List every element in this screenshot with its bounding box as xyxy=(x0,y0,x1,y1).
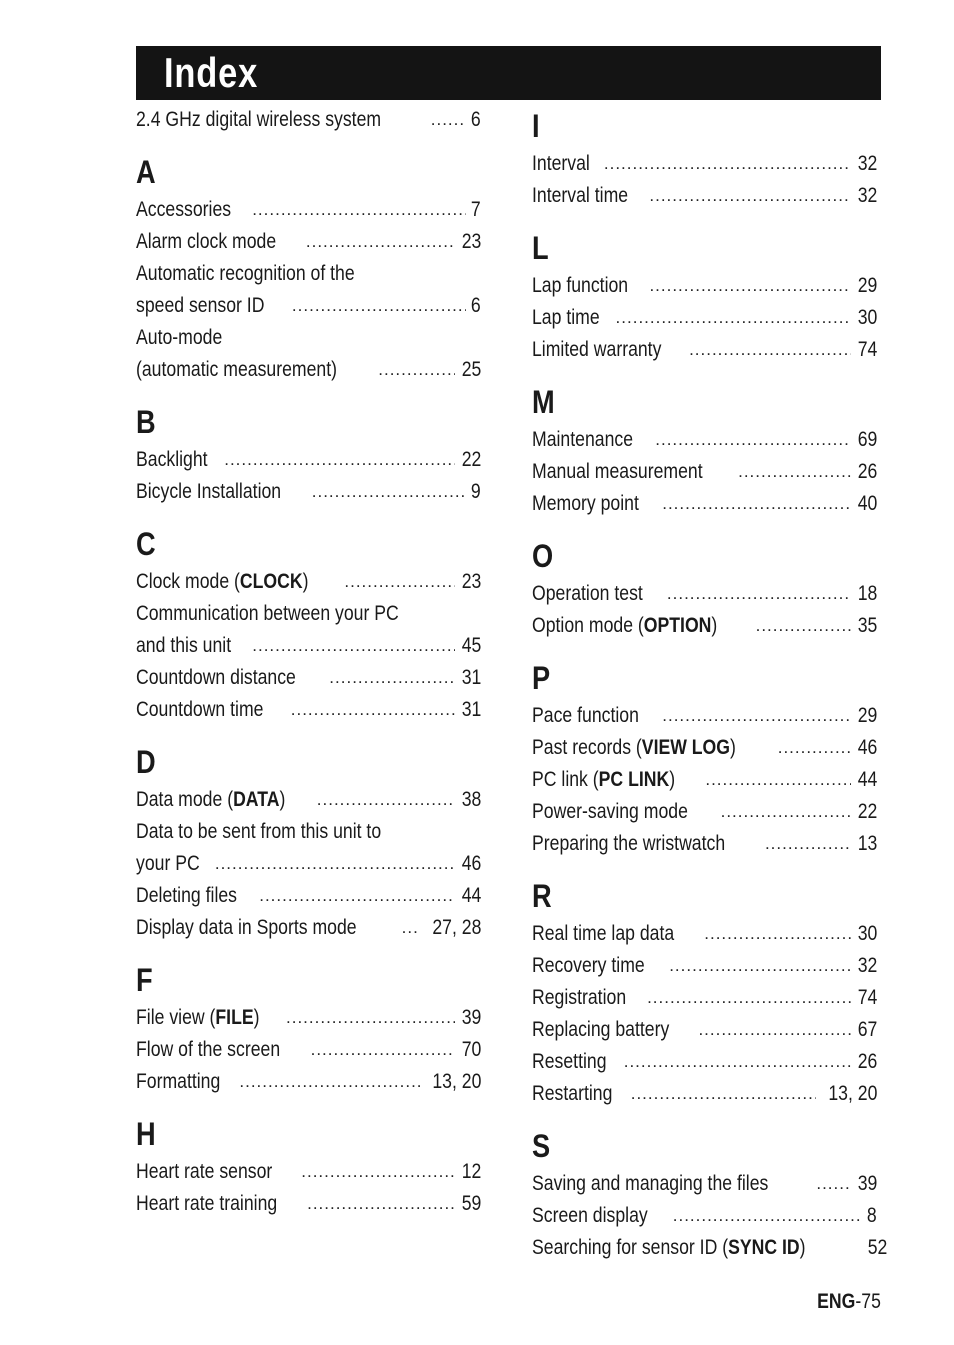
dot-leader xyxy=(704,918,850,950)
entry-label: Resetting xyxy=(532,1050,607,1073)
entry-label: Power-saving mode xyxy=(532,800,688,823)
entry-page: 29 xyxy=(857,704,877,727)
entry-label: Manual measurement xyxy=(532,460,703,483)
dot-leader xyxy=(215,848,455,880)
index-entry xyxy=(532,700,877,732)
section-letter-f: F xyxy=(136,962,153,998)
index-entry xyxy=(532,334,877,366)
index-entry xyxy=(136,226,481,258)
entry-page: 9 xyxy=(471,480,481,503)
entry-label: speed sensor ID xyxy=(136,294,265,317)
dot-leader xyxy=(292,290,466,322)
entry-label: Real time lap data xyxy=(532,922,675,945)
index-entry xyxy=(532,732,877,764)
dot-leader xyxy=(662,488,850,520)
entry-label: Pace function xyxy=(532,704,639,727)
page-number xyxy=(805,1290,881,1314)
dot-leader xyxy=(721,796,851,828)
dot-leader xyxy=(286,1002,455,1034)
index-entry xyxy=(532,828,877,860)
entry-label: Countdown time xyxy=(136,698,264,721)
dot-leader xyxy=(431,104,467,136)
index-entry xyxy=(532,148,877,180)
entry-page: 38 xyxy=(461,788,481,811)
index-entry xyxy=(532,1014,877,1046)
index-entry xyxy=(532,270,877,302)
index-entry xyxy=(532,1232,887,1264)
section-letter-c: C xyxy=(136,526,156,562)
entry-page: 67 xyxy=(857,1018,877,1041)
entry-page: 6 xyxy=(471,108,481,131)
dot-leader xyxy=(631,1078,816,1110)
index-entry xyxy=(136,354,481,386)
entry-label: Formatting xyxy=(136,1070,221,1093)
index-entry xyxy=(136,476,481,508)
dot-leader xyxy=(673,1200,863,1232)
entry-page: 25 xyxy=(461,358,481,381)
entry-page: 22 xyxy=(857,800,877,823)
index-entry xyxy=(136,1002,481,1034)
index-entry xyxy=(532,1168,877,1200)
entry-page: 13, 20 xyxy=(431,1070,481,1093)
dot-leader xyxy=(616,302,851,334)
entry-label: Data mode (DATA) xyxy=(136,788,286,811)
entry-label: Countdown distance xyxy=(136,666,296,689)
index-entry xyxy=(532,764,877,796)
entry-page: 39 xyxy=(461,1006,481,1029)
section-letter-p: P xyxy=(532,660,551,696)
entry-label: Replacing battery xyxy=(532,1018,670,1041)
section-letter-h: H xyxy=(136,1116,156,1152)
index-entry xyxy=(532,578,877,610)
entry-page: 27, 28 xyxy=(431,916,481,939)
index-entry xyxy=(136,1188,481,1220)
entry-page: 46 xyxy=(857,736,877,759)
dot-leader xyxy=(604,148,851,180)
entry-page: 18 xyxy=(857,582,877,605)
entry-label: Display data in Sports mode xyxy=(136,916,357,939)
index-entry xyxy=(532,950,877,982)
section-letter-r: R xyxy=(532,878,552,914)
dot-leader xyxy=(259,880,454,912)
entry-label: Operation test xyxy=(532,582,643,605)
index-entry xyxy=(136,662,481,694)
dot-leader xyxy=(402,912,420,944)
entry-label: Clock mode (CLOCK) xyxy=(136,570,309,593)
dot-leader xyxy=(378,354,454,386)
entry-page: 35 xyxy=(857,614,877,637)
entry-continuation: Data to be sent from this unit to xyxy=(136,820,382,843)
dot-leader xyxy=(307,1188,455,1220)
entry-page: 23 xyxy=(461,230,481,253)
entry-label: and this unit xyxy=(136,634,232,657)
index-entry xyxy=(136,694,481,726)
entry-label: Bicycle Installation xyxy=(136,480,282,503)
index-entry xyxy=(136,848,481,880)
entry-label: (automatic measurement) xyxy=(136,358,337,381)
dot-leader xyxy=(689,334,851,366)
index-entry xyxy=(532,180,877,212)
index-entry xyxy=(532,488,877,520)
dot-leader xyxy=(311,1034,455,1066)
dot-leader xyxy=(647,982,851,1014)
entry-page: 69 xyxy=(857,428,877,451)
footer-page: 75 xyxy=(861,1290,881,1313)
entry-page: 32 xyxy=(857,152,877,175)
index-entry xyxy=(532,424,877,456)
index-entry xyxy=(136,1034,481,1066)
index-entry xyxy=(532,302,877,334)
entry-page: 32 xyxy=(857,184,877,207)
entry-page: 52 xyxy=(867,1236,887,1259)
entry-label: Preparing the wristwatch xyxy=(532,832,726,855)
entry-page: 59 xyxy=(461,1192,481,1215)
entry-label: Maintenance xyxy=(532,428,634,451)
dot-leader xyxy=(705,764,850,796)
entry-label: Saving and managing the files xyxy=(532,1172,769,1195)
section-letter-a: A xyxy=(136,154,156,190)
entry-page: 22 xyxy=(461,448,481,471)
dot-leader xyxy=(655,424,850,456)
section-letter-l: L xyxy=(532,230,549,266)
entry-page: 13, 20 xyxy=(827,1082,877,1105)
entry-page: 30 xyxy=(857,922,877,945)
entry-label: Searching for sensor ID (SYNC ID) xyxy=(532,1236,806,1259)
entry-continuation: Communication between your PC xyxy=(136,602,399,625)
entry-label: Interval time xyxy=(532,184,629,207)
index-entry xyxy=(136,630,481,662)
index-entry xyxy=(136,784,481,816)
entry-label: Past records (VIEW LOG) xyxy=(532,736,736,759)
dot-leader xyxy=(738,456,851,488)
entry-page: 23 xyxy=(461,570,481,593)
entry-page: 44 xyxy=(857,768,877,791)
dot-leader xyxy=(329,662,454,694)
page-title: Index xyxy=(164,49,259,96)
section-letter-i: I xyxy=(532,108,540,144)
entry-page: 31 xyxy=(461,666,481,689)
entry-page: 46 xyxy=(461,852,481,875)
index-entry xyxy=(136,880,481,912)
footer-prefix: ENG xyxy=(817,1290,856,1313)
entry-page: 31 xyxy=(461,698,481,721)
index-entry xyxy=(532,918,877,950)
dot-leader xyxy=(239,1066,419,1098)
index-entry xyxy=(532,1078,877,1110)
entry-label: Memory point xyxy=(532,492,639,515)
dot-leader xyxy=(816,1168,850,1200)
entry-page: 74 xyxy=(857,338,877,361)
dot-leader xyxy=(252,194,466,226)
dot-leader xyxy=(291,694,455,726)
entry-page: 40 xyxy=(857,492,877,515)
index-entry xyxy=(136,444,481,476)
index-title-bar xyxy=(136,46,881,100)
entry-page: 74 xyxy=(857,986,877,1009)
section-letter-s: S xyxy=(532,1128,551,1164)
index-entry xyxy=(532,1046,877,1078)
dot-leader xyxy=(698,1014,850,1046)
entry-page: 70 xyxy=(461,1038,481,1061)
entry-page: 39 xyxy=(857,1172,877,1195)
dot-leader xyxy=(312,476,467,508)
index-entry xyxy=(136,566,481,598)
entry-page: 45 xyxy=(461,634,481,657)
dot-leader xyxy=(765,828,851,860)
index-entry xyxy=(532,610,877,642)
section-letter-m: M xyxy=(532,384,555,420)
dot-leader xyxy=(344,566,454,598)
entry-continuation: Auto-mode xyxy=(136,326,223,349)
entry-label: Heart rate sensor xyxy=(136,1160,273,1183)
entry-label: Restarting xyxy=(532,1082,613,1105)
dot-leader xyxy=(252,630,454,662)
entry-label: Limited warranty xyxy=(532,338,662,361)
entry-label: Screen display xyxy=(532,1204,648,1227)
entry-page: 12 xyxy=(461,1160,481,1183)
index-entry xyxy=(136,290,481,322)
dot-leader xyxy=(317,784,455,816)
entry-label: Lap function xyxy=(532,274,629,297)
dot-leader xyxy=(662,700,850,732)
entry-label: Recovery time xyxy=(532,954,645,977)
entry-label: Backlight xyxy=(136,448,208,471)
dot-leader xyxy=(224,444,454,476)
dot-leader xyxy=(667,578,851,610)
section-letter-o: O xyxy=(532,538,554,574)
index-column-right xyxy=(532,104,887,1264)
entry-label: your PC xyxy=(136,852,200,875)
footer-separator: - xyxy=(855,1290,862,1313)
index-entry xyxy=(136,194,481,226)
dot-leader xyxy=(649,180,850,212)
entry-label: 2.4 GHz digital wireless system xyxy=(136,108,382,131)
entry-label: Lap time xyxy=(532,306,600,329)
entry-page: 26 xyxy=(857,1050,877,1073)
dot-leader xyxy=(649,270,850,302)
entry-page: 26 xyxy=(857,460,877,483)
entry-label: Deleting files xyxy=(136,884,237,907)
entry-label: Interval xyxy=(532,152,590,175)
dot-leader xyxy=(778,732,851,764)
index-entry xyxy=(136,912,481,944)
entry-page: 8 xyxy=(867,1204,877,1227)
index-column-left xyxy=(136,104,481,1220)
entry-label: Alarm clock mode xyxy=(136,230,277,253)
entry-label: Option mode (OPTION) xyxy=(532,614,718,637)
index-entry xyxy=(136,104,481,136)
index-entry xyxy=(136,1156,481,1188)
index-entry xyxy=(532,1200,877,1232)
entry-page: 29 xyxy=(857,274,877,297)
entry-page: 6 xyxy=(471,294,481,317)
entry-continuation: Automatic recognition of the xyxy=(136,262,355,285)
entry-page: 44 xyxy=(461,884,481,907)
entry-label: File view (FILE) xyxy=(136,1006,260,1029)
dot-leader xyxy=(669,950,850,982)
dot-leader xyxy=(756,610,851,642)
dot-leader xyxy=(301,1156,454,1188)
entry-label: Flow of the screen xyxy=(136,1038,281,1061)
entry-page: 30 xyxy=(857,306,877,329)
index-entry xyxy=(532,982,877,1014)
entry-label: Accessories xyxy=(136,198,232,221)
entry-page: 7 xyxy=(471,198,481,221)
dot-leader xyxy=(624,1046,851,1078)
index-entry xyxy=(532,456,877,488)
index-entry xyxy=(136,1066,481,1098)
entry-label: Heart rate training xyxy=(136,1192,278,1215)
dot-leader xyxy=(306,226,455,258)
entry-label: PC link (PC LINK) xyxy=(532,768,676,791)
section-letter-d: D xyxy=(136,744,156,780)
index-entry xyxy=(532,796,877,828)
entry-label: Registration xyxy=(532,986,627,1009)
entry-page: 13 xyxy=(857,832,877,855)
entry-page: 32 xyxy=(857,954,877,977)
section-letter-b: B xyxy=(136,404,156,440)
